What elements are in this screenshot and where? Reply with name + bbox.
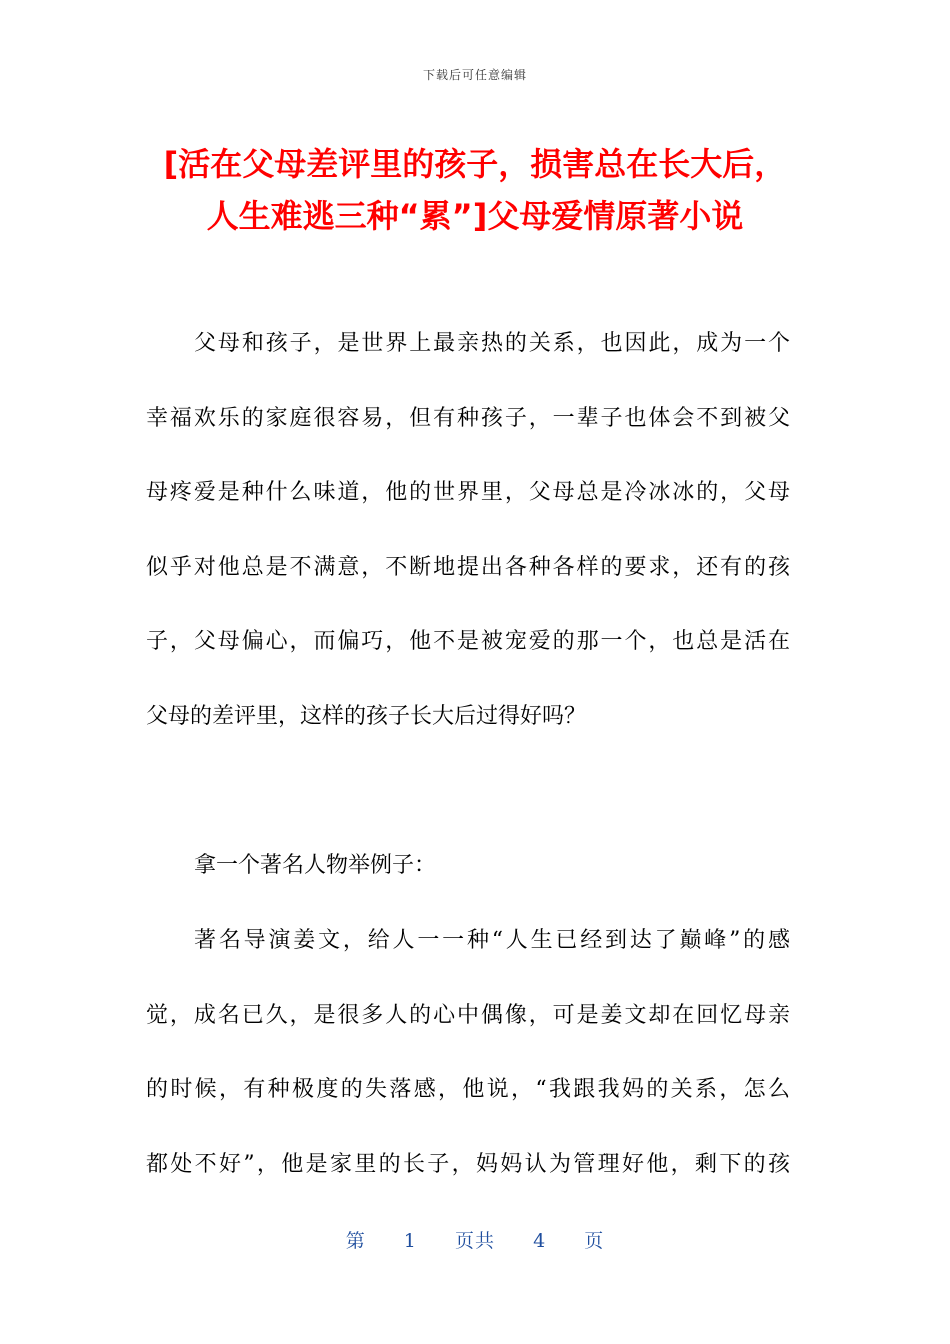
text-line: 母疼爱是种什么味道，他的世界里，父母总是冷冰冰的，父母	[146, 480, 790, 505]
title-line-2: 人生难逃三种“累”]父母爱情原著小说	[206, 197, 744, 235]
header-note: 下载后可任意编辑	[422, 68, 527, 82]
document-title	[60, 138, 890, 242]
footer-prefix: 第	[345, 1230, 366, 1252]
text-line: 都处不好”，他是家里的长子，妈妈认为管理好他，剩下的孩	[146, 1151, 790, 1177]
text-line: 觉，成名已久，是很多人的心中偶像，可是姜文却在回忆母亲	[146, 1002, 790, 1028]
text-line: 幸福欢乐的家庭很容易，但有种孩子，一辈子也体会不到被父	[146, 405, 790, 431]
text-line: 著名导演姜文，给人一一种“人生已经到达了巅峰”的感	[194, 928, 790, 953]
page-footer	[0, 1226, 950, 1253]
text-line: 的时候，有种极度的失落感，他说，“我跟我妈的关系，怎么	[146, 1077, 790, 1102]
title-line-1: [活在父母差评里的孩子，损害总在长大后，	[163, 145, 787, 183]
text-line: 父母的差评里，这样的孩子长大后过得好吗？	[146, 703, 587, 729]
paragraph-1	[146, 307, 790, 754]
total-pages-number: 4	[533, 1230, 547, 1252]
text-line: 子，父母偏心，而偏巧，他不是被宠爱的那一个，也总是活在	[146, 629, 790, 654]
text-line: 拿一个著名人物举例子：	[194, 853, 437, 878]
paragraph-2	[146, 829, 790, 904]
footer-middle: 页共	[454, 1230, 495, 1252]
paragraph-3	[146, 904, 790, 1202]
footer-suffix: 页	[584, 1230, 605, 1252]
text-line: 父母和孩子，是世界上最亲热的关系，也因此，成为一个	[194, 331, 790, 356]
current-page-number: 1	[403, 1230, 417, 1252]
text-line: 似乎对他总是不满意，不断地提出各种各样的要求，还有的孩	[146, 554, 790, 580]
